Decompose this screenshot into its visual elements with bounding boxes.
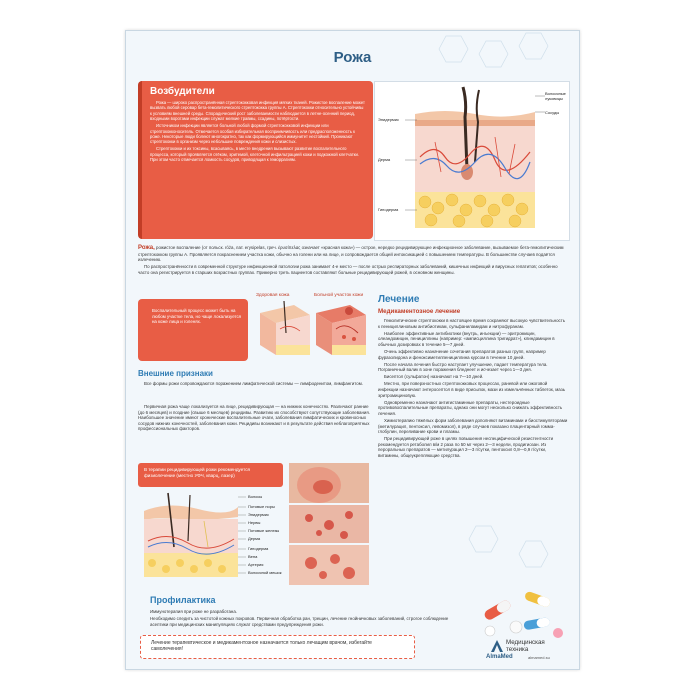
treatment-paragraph: Местно, при поверхностных стрептококковых процессах, раневой или ожоговой инфекции назначают энтеросептол в виде присыпок, мази из измельчённых таблеток, мазь эритромициновую.: [378, 381, 565, 398]
logo-url: almamed.su: [528, 655, 550, 660]
warning-text: Лечение терапевтическое и медикаментозное назначается только лечащим врачом, избегайте самолечения!: [151, 640, 372, 653]
intro-lead-rest: рожистое воспаление (от польск. róża, лат. erysipelas, греч. ἐρυσίπελας означает «красная кожа») — острое, нередко рецидивирующее инфекционное заболевание, вызываемое бета-гемолитическим стрептококком группы А. Проявляется покраснением участка кожи, обычно на голени или на лице, и сопровождается общей интоксикацией с повышением температуры. В большинстве случаев подаётся излечению.: [138, 245, 564, 263]
localization-box: [138, 299, 248, 361]
external-paragraph: Все формы рожи сопровождаются поражением лимфатической системы — лимфоденитом, лимфангитом.: [144, 381, 363, 386]
label-healthy-skin: Здоровая кожа: [256, 293, 290, 298]
prophylaxis-paragraph: Необходимо следить за чистотой кожных покровов. Первичная обработка ран, трещин, лечение гнойничковых заболеваний, строгое соблюдение асептики при медицинских манипуляциях служат средствами предупреждения рожи.: [150, 616, 449, 627]
skin-label: Гиподерма: [248, 546, 269, 551]
label-dermis: Дерма: [378, 157, 391, 162]
skin-label: Дерма: [248, 536, 261, 541]
skin-label: Потовые поры: [248, 504, 275, 509]
cause-paragraph: Источником инфекции является больной любой формой стрептококковой инфекции или стрептококконоситель. Отмечается особая избирательная восприимчивость или предрасположенность к роже. Некоторые люди болеют многократно, так как формирующийся иммунитет нестойкий. Проникают стрептококки в организм через небольшие повреждения кожи и слизистых.: [150, 123, 355, 145]
skin-label: Эпидермис: [248, 512, 270, 517]
treatment-heading: Лечение: [378, 294, 420, 305]
erysipelas-photos: [289, 463, 369, 585]
skin-blocks-svg: [254, 293, 372, 363]
treatment-paragraph: При рецидивирующей роже в целях повышения неспецифической резистентности рекомендуется ретаболил в/м 2 раза по 50 мг через 2—3 недели, продигиозан. Из пероральных препаратов — метилурацил 2—3 г/сутки, пентоксил 0,8—0,9 г/сутки, витамины, общеукрепляющие средства.: [378, 436, 554, 459]
treatment-paragraph: Очень эффективно назначение сочетания препаратов разных групп, например фуразолидона и феноксиметилпенициллина курсом в течение 10 дней.: [378, 348, 546, 360]
skin-cross-section-illustration: [374, 81, 570, 241]
therapy-text: В терапии рецидивирующей рожи рекомендуется физиолечение (местно УФЧ, кварц, лазер): [144, 467, 250, 478]
treatment-text: [378, 318, 568, 460]
label-hair: Волосяные луковицы: [545, 91, 566, 101]
external-signs-p1: [138, 381, 370, 388]
almamed-logo: [488, 639, 576, 663]
skin-label: Артерия: [248, 562, 264, 567]
intro-paragraph: По распространённости в современной структуре инфекционной патологии рожа занимает 4-е место — после острых респираторных заболеваний, кишечных инфекций и вирусных гепатитов; особенно часто она регистрируется в старших возрастных группах. Примерно треть пациентов составляют больные рецидивирующей рожей, в основном женщины.: [138, 264, 558, 275]
skin-label: Нервы: [248, 520, 261, 525]
skin-comparison-illustration: [254, 293, 372, 363]
label-epidermis: Эпидермис: [378, 117, 400, 122]
cause-paragraph: Рожа — широко распространённая стрептококковая инфекция мягких тканей. Рожистое воспаление может вызвать любой серовар бета-гемолитического стрептококка группы А. Стрептококки относительно устойчивы к условиям внешней среды. Спорадический рост заболеваемости наблюдается в летне-осенний период, входными воротами инфекции служат мелкие травмы, ссадины, потёртости.: [150, 100, 365, 122]
poster: [125, 30, 580, 670]
pills-svg: [478, 581, 570, 641]
photos-svg: [289, 463, 369, 585]
prophylaxis-heading: Профилактика: [150, 595, 216, 605]
logo-line1: Медицинская: [506, 639, 545, 646]
skin-label: Вена: [248, 554, 258, 559]
logo-brand: AlmaMed: [486, 654, 513, 660]
treatment-subheading: Медикаментозное лечение: [378, 308, 461, 315]
causative-agents-box: [138, 81, 373, 239]
treatment-paragraph: Бисептол (сульфатон) назначают на 7—10 дней.: [384, 374, 484, 380]
logo-mark-icon: [490, 639, 504, 653]
prophylaxis-paragraph: Иммунотерапия при роже не разработана.: [150, 609, 238, 614]
logo-line2: техника: [506, 646, 529, 653]
external-paragraph: Первичная рожа чаще локализуется на лице, рецидивирующая — на нижних конечностях. Различают ранние (до 6 месяцев) и поздние (свыше 6 месяцев) рецидивы. Развитию их способствуют сопутствующие заболевания. Наибольшее значение имеют хронические воспалительные очаги, заболевания лимфатических и кровеносных сосудов нижних конечностей, заболевания кожи. Рецидивы возникают и в результате действия неблагоприятных профессиональных факторов.: [138, 404, 370, 432]
intro-lead: Рожа,: [138, 245, 155, 251]
label-hypodermis: Гиподерма: [378, 207, 399, 212]
treatment-paragraph: Гемолитические стрептококки в настоящее время сохраняют высокую чувствительность к пенициллиновым антибиотикам, сульфаниламидам и нитрофуранам.: [378, 318, 566, 329]
label-vessel: Сосуды: [545, 110, 560, 115]
causative-agents-text: [150, 100, 366, 164]
skin-structure-diagram: [138, 491, 283, 583]
therapy-box: [138, 463, 283, 487]
prophylaxis-text: [150, 609, 450, 629]
page-title: Рожа: [333, 49, 372, 66]
skin-layers-svg: [375, 82, 569, 240]
self-medication-warning: [140, 635, 415, 659]
intro-text: [138, 245, 568, 277]
pills-illustration: [478, 581, 570, 641]
label-sick-skin: Больной участок кожи: [314, 293, 364, 298]
treatment-paragraph: Наиболее эффективные антибиотики (внутрь, инъекции) — эритромицин, олеандомицин, пенициллины (например: «амписциллина тригидрат»), клиндамицин в обычных дозировках в течение 5—7 дней.: [378, 330, 555, 347]
treatment-paragraph: После начала лечения быстро наступает улучшение, падает температура тела. Пограничный валик в зоне поражения бледнеет и исчезает через 1—3 дня.: [378, 361, 548, 373]
localization-text: Воспалительный процесс может быть на любом участке тела, но чаще локализуется на коже лица и голенях.: [152, 308, 242, 325]
treatment-paragraph: Одновременно назначают антигистаминные препараты, нестероидные противовоспалительные препараты, однако они могут несколько снижать эффективность лечения.: [378, 399, 563, 416]
external-signs-p2: [138, 404, 370, 433]
external-signs-heading: Внешние признаки: [138, 369, 213, 378]
cause-paragraph: Стрептококки и их токсины, всасываясь, в месте внедрения вызывают развитие воспалительного процесса, который проявляется отёком, эритемой, клеточной инфильтрацией кожи и подкожной клетчатки. При этом часто отмечается ломкость сосудов, приводящая к геморрагиям.: [150, 146, 359, 163]
skin-label: Волосы: [248, 494, 263, 499]
treatment-paragraph: Химиотерапию тяжёлых форм заболевания дополняют витаминами и биостимуляторами (метилурацил, пентоксил, левомизол), в ряде случаев показано плацентарный гомма-глобулин, переливание крови и плазмы.: [378, 418, 568, 435]
skin-label: Потовые железы: [248, 528, 280, 533]
causative-agents-heading: Возбудители: [150, 86, 215, 97]
hexagon-decoration-bottom: [456, 521, 576, 581]
skin-label: Волосяной мешок: [248, 570, 282, 575]
